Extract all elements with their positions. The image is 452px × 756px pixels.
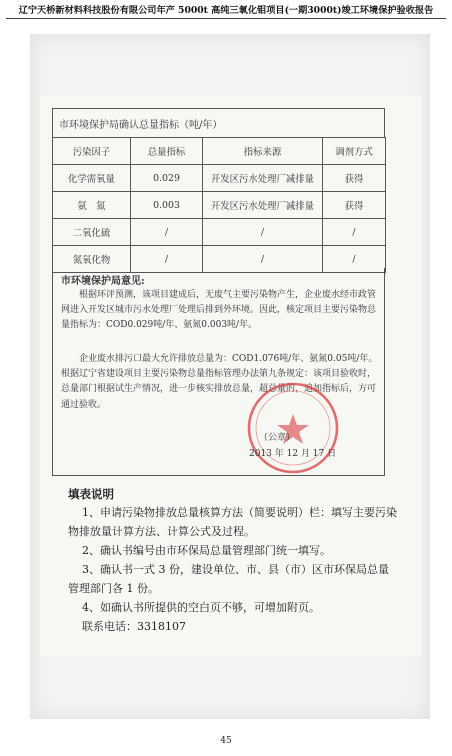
- official-seal-icon: [243, 378, 343, 478]
- table-cell: 二氧化硫: [53, 219, 131, 246]
- table-cell: /: [131, 246, 203, 273]
- table-cell: 氮氧化物: [53, 246, 131, 273]
- header-cell: 调剂方式: [323, 138, 386, 165]
- report-header: 辽宁天桥新材料科技股份有限公司年产 5000t 高纯三氧化钼项目(一期3000t)竣工环境保护验收报告: [18, 5, 434, 16]
- header-cell: 污染因子: [53, 138, 131, 165]
- table-cell: 化学需氧量: [53, 165, 131, 192]
- quota-grid: [52, 137, 386, 273]
- instruction-item: 2、确认书编号由市环保局总量管理部门统一填写。: [82, 544, 331, 557]
- table-cell: /: [203, 219, 323, 246]
- table-row: [53, 219, 386, 246]
- page-number: 45: [220, 736, 232, 746]
- table-title: 市环境保护局确认总量指标（吨/年）: [52, 108, 385, 137]
- header-cell: 指标来源: [203, 138, 323, 165]
- table-cell: /: [323, 219, 386, 246]
- quota-table: [52, 108, 385, 273]
- signed-date: 2013 年 12 月 17 日: [249, 449, 337, 459]
- table-cell: 获得: [323, 165, 386, 192]
- table-cell: /: [203, 246, 323, 273]
- table-cell: 氨 氮: [53, 192, 131, 219]
- instruction-item: 4、如确认书所提供的空白页不够，可增加附页。: [82, 601, 320, 614]
- bureau-opinion-box: [52, 268, 385, 476]
- table-cell: 0.029: [131, 165, 203, 192]
- opinion-paragraph: 企业废水排污口最大允许排放总量为：COD1.076吨/年、氨氮0.05吨/年。根据辽宁省建设项目主要污染物总量指标管理办法第九条规定：该项目验收时，总量部门根据试生产情况，进一步核实排放总量，超总量的，追加指标后，方可通过验收。: [61, 354, 378, 410]
- instruction-item: 3、确认书一式 3 份，建设单位、市、县（市）区市环保局总量管理部门各 1 份。: [68, 563, 389, 595]
- table-cell: /: [323, 246, 386, 273]
- table-cell: /: [131, 219, 203, 246]
- opinion-title: 市环境保护局意见:: [61, 276, 145, 287]
- table-row: [53, 165, 386, 192]
- table-cell: 开发区污水处理厂减排量: [203, 192, 323, 219]
- table-header-row: [53, 138, 386, 165]
- instruction-item: 1、申请污染物排放总量核算方法（简要说明）栏：填写主要污染物排放量计算方法、计算公式及过程。: [68, 506, 397, 538]
- table-cell: 0.003: [131, 192, 203, 219]
- seal-label: （公章）: [259, 433, 296, 443]
- instructions-title: 填表说明: [68, 487, 114, 501]
- table-row: [53, 192, 386, 219]
- contact-phone: 联系电话：3318107: [82, 620, 186, 633]
- table-cell: 获得: [323, 192, 386, 219]
- header-cell: 总量指标: [131, 138, 203, 165]
- opinion-paragraph: 根据环评预测，该项目建成后，无废气主要污染物产生，企业废水经市政管网进入开发区城市污水处理厂处理后排到外环境。因此，核定项目主要污染物总量指标为：COD0.029吨/年、氨氮0.003吨/年。: [61, 290, 377, 331]
- header-rule: [6, 18, 446, 19]
- table-cell: 开发区污水处理厂减排量: [203, 165, 323, 192]
